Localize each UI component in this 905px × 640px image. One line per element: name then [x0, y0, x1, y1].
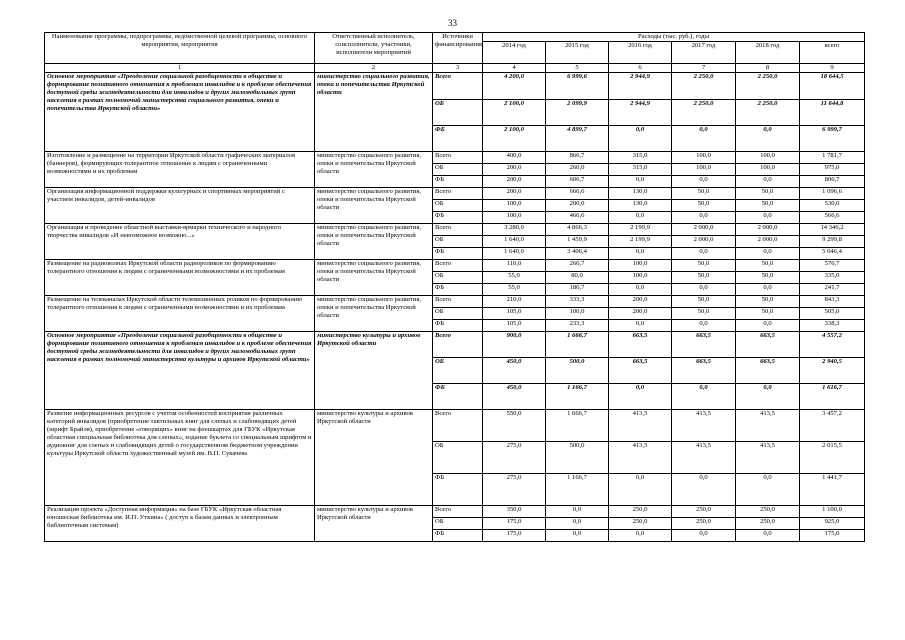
year-value-cell: 1 666,7 — [546, 332, 609, 358]
year-value-cell: 50,0 — [672, 296, 736, 308]
year-value-cell: 1 666,7 — [546, 410, 609, 442]
activity-name-cell: Организация информационной поддержки культурных и спортивных мероприятий с участием инвалидов, детей-инвалидов — [45, 188, 315, 224]
year-value-cell: 0,0 — [736, 126, 800, 152]
funding-source-cell: ФБ — [433, 176, 483, 188]
total-value-cell: 18 644,5 — [800, 73, 865, 100]
executor-cell: министерство социального развития, опеки и попечительства Иркутской области — [315, 152, 433, 188]
year-value-cell: 0,0 — [609, 384, 672, 410]
year-value-cell: 0,0 — [672, 384, 736, 410]
executor-cell: министерство культуры и архивов Иркутской области — [315, 332, 433, 410]
column-number: 4 — [483, 64, 546, 73]
year-value-cell: 200,0 — [483, 188, 546, 200]
funding-source-cell: Всего — [433, 152, 483, 164]
year-value-cell: 0,0 — [672, 212, 736, 224]
total-value-cell: 925,0 — [800, 518, 865, 530]
funding-source-cell: Всего — [433, 224, 483, 236]
year-value-cell: 175,0 — [483, 518, 546, 530]
column-number-row — [45, 64, 865, 73]
executor-cell: министерство культуры и архивов Иркутской области — [315, 506, 433, 542]
year-value-cell: 663,5 — [736, 358, 800, 384]
funding-source-cell: Всего — [433, 188, 483, 200]
year-value-cell: 500,0 — [546, 358, 609, 384]
year-value-cell: 413,5 — [736, 410, 800, 442]
total-value-cell: 1 781,7 — [800, 152, 865, 164]
year-value-cell: 350,0 — [483, 506, 546, 518]
header-exec-cell: Ответственный исполнитель, соисполнители, участники, исполнители мероприятий — [315, 33, 433, 64]
year-value-cell: 100,0 — [609, 260, 672, 272]
activity-name-cell: Изготовление и размещение на территории Иркутской области графических материалов (баннеров), формирующих толерантное отношение к людям с ограниченными возможностями и их проблемам — [45, 152, 315, 188]
year-value-cell: 663,5 — [736, 332, 800, 358]
year-value-cell: 413,5 — [609, 442, 672, 474]
year-value-cell: 3 280,0 — [483, 224, 546, 236]
year-value-cell: 0,0 — [736, 530, 800, 542]
activity-name-cell: Реализация проекта «Доступная информация» на базе ГБУК «Иркутская областная юношеская библиотека им. И.П. Уткина» ( доступ к базам данных и электронным библиотечным системам) — [45, 506, 315, 542]
year-value-cell: 400,0 — [483, 152, 546, 164]
year-value-cell: 315,0 — [609, 164, 672, 176]
year-value-cell: 50,0 — [672, 200, 736, 212]
year-value-cell: 0,0 — [672, 176, 736, 188]
activity-name-cell: Организация и проведение областной выставки-ярмарки технического и народного творчества инвалидов «И невозможное возможно...» — [45, 224, 315, 260]
year-value-cell: 250,0 — [736, 518, 800, 530]
year-value-cell: 0,0 — [736, 176, 800, 188]
funding-source-cell: Всего — [433, 332, 483, 358]
year-value-cell: 130,0 — [609, 188, 672, 200]
year-value-cell: 100,0 — [609, 272, 672, 284]
year-value-cell: 606,7 — [546, 176, 609, 188]
year-value-cell: 0,0 — [736, 212, 800, 224]
total-value-cell: 6 999,7 — [800, 126, 865, 152]
activity-name-cell: Размещение на радиоволнах Иркутской области радиороликов по формированию толерантного отношения к людям с ограниченными возможностями и их проблемам — [45, 260, 315, 296]
year-value-cell: 3 406,4 — [546, 248, 609, 260]
year-value-cell: 105,0 — [483, 320, 546, 332]
year-value-cell: 2 944,9 — [609, 100, 672, 126]
year-value-cell: 130,0 — [609, 200, 672, 212]
year-value-cell: 413,5 — [609, 410, 672, 442]
year-value-cell: 2 099,9 — [546, 100, 609, 126]
activity-name-cell: Основное мероприятие «Преодоление социальной разобщенности в обществе и формирование позитивного отношения к проблемам инвалидов и к проблеме обеспечения доступной среды жизнедеятельности для инвалидов и других маломобильных групп населения в рамках полномочий министерства культуры и архивов Иркутской области» — [45, 332, 315, 410]
table-row — [45, 410, 865, 442]
executor-cell: министерство социального развития, опеки и попечительства Иркутской области — [315, 224, 433, 260]
total-value-cell: 4 557,2 — [800, 332, 865, 358]
year-value-cell: 466,6 — [546, 212, 609, 224]
year-value-cell: 250,0 — [672, 518, 736, 530]
year-value-cell: 0,0 — [736, 384, 800, 410]
header-source-cell: Источники финансирования — [433, 33, 483, 64]
year-value-cell: 2 000,0 — [672, 236, 736, 248]
total-value-cell: 14 346,2 — [800, 224, 865, 236]
year-value-cell: 0,0 — [609, 248, 672, 260]
total-value-cell: 975,0 — [800, 164, 865, 176]
total-value-cell: 338,3 — [800, 320, 865, 332]
year-value-cell: 50,0 — [736, 260, 800, 272]
activity-name-cell: Основное мероприятие «Преодоление социальной разобщенности в обществе и формирование позитивного отношения к проблемам инвалидов и к проблеме обеспечения доступной среды жизнедеятельности для инвалидов и других маломобильных групп населения в рамках полномочий министерства социального развития, опеки и попечительства Иркутской области» — [45, 73, 315, 152]
column-number: 2 — [315, 64, 433, 73]
year-value-cell: 200,0 — [546, 200, 609, 212]
column-number: 3 — [433, 64, 483, 73]
year-value-cell: 1 640,0 — [483, 248, 546, 260]
year-value-cell: 1 459,9 — [546, 236, 609, 248]
funding-source-cell: Всего — [433, 73, 483, 100]
executor-cell: министерство социального развития, опеки и попечительства Иркутской области — [315, 260, 433, 296]
header-year-cell: всего — [800, 42, 865, 64]
year-value-cell: 1 640,0 — [483, 236, 546, 248]
year-value-cell: 900,0 — [483, 332, 546, 358]
column-number: 8 — [736, 64, 800, 73]
year-value-cell: 100,0 — [736, 152, 800, 164]
year-value-cell: 0,0 — [609, 176, 672, 188]
year-value-cell: 55,0 — [483, 284, 546, 296]
column-number: 5 — [546, 64, 609, 73]
year-value-cell: 0,0 — [546, 518, 609, 530]
year-value-cell: 0,0 — [609, 474, 672, 506]
year-value-cell: 250,0 — [609, 518, 672, 530]
year-value-cell: 50,0 — [736, 188, 800, 200]
funding-source-cell: ФБ — [433, 320, 483, 332]
year-value-cell: 663,5 — [672, 358, 736, 384]
year-value-cell: 666,6 — [546, 188, 609, 200]
year-value-cell: 105,0 — [483, 308, 546, 320]
total-value-cell: 505,0 — [800, 308, 865, 320]
year-value-cell: 2 250,0 — [672, 100, 736, 126]
year-value-cell: 1 166,7 — [546, 384, 609, 410]
table-row — [45, 152, 865, 164]
year-value-cell: 50,0 — [736, 296, 800, 308]
year-value-cell: 250,0 — [672, 506, 736, 518]
year-value-cell: 80,0 — [546, 272, 609, 284]
executor-cell: министерство культуры и архивов Иркутской области — [315, 410, 433, 506]
table-row — [45, 332, 865, 358]
year-value-cell: 4 866,3 — [546, 224, 609, 236]
year-value-cell: 4 899,7 — [546, 126, 609, 152]
year-value-cell: 186,7 — [546, 284, 609, 296]
year-value-cell: 0,0 — [736, 248, 800, 260]
funding-source-cell: ФБ — [433, 126, 483, 152]
table-row — [45, 260, 865, 272]
year-value-cell: 0,0 — [672, 320, 736, 332]
year-value-cell: 1 166,7 — [546, 474, 609, 506]
year-value-cell: 50,0 — [672, 308, 736, 320]
year-value-cell: 0,0 — [672, 248, 736, 260]
header-year-cell: 2015 год — [546, 42, 609, 64]
header-year-cell: 2016 год — [609, 42, 672, 64]
year-value-cell: 500,0 — [546, 442, 609, 474]
funding-source-cell: ОБ — [433, 100, 483, 126]
header-expenses-cell: Расходы (тыс. руб.), годы — [483, 33, 865, 42]
year-value-cell: 200,0 — [483, 176, 546, 188]
total-value-cell: 335,0 — [800, 272, 865, 284]
year-value-cell: 315,0 — [609, 152, 672, 164]
year-value-cell: 4 200,0 — [483, 73, 546, 100]
total-value-cell: 3 457,2 — [800, 410, 865, 442]
year-value-cell: 100,0 — [736, 164, 800, 176]
year-value-cell: 413,5 — [672, 442, 736, 474]
year-value-cell: 110,0 — [483, 260, 546, 272]
funding-source-cell: Всего — [433, 296, 483, 308]
page-number: 33 — [448, 18, 457, 28]
header-year-cell: 2018 год — [736, 42, 800, 64]
year-value-cell: 260,0 — [546, 164, 609, 176]
total-value-cell: 1 096,6 — [800, 188, 865, 200]
year-value-cell: 100,0 — [672, 164, 736, 176]
executor-cell: министерство социального развития, опеки и попечительства Иркутской области — [315, 188, 433, 224]
total-value-cell: 2 940,5 — [800, 358, 865, 384]
total-value-cell: 5 046,4 — [800, 248, 865, 260]
year-value-cell: 0,0 — [736, 320, 800, 332]
year-value-cell: 0,0 — [609, 284, 672, 296]
funding-source-cell: Всего — [433, 410, 483, 442]
year-value-cell: 50,0 — [672, 260, 736, 272]
year-value-cell: 200,0 — [483, 164, 546, 176]
executor-cell: министерство социального развития, опеки и попечительства Иркутской области — [315, 296, 433, 332]
year-value-cell: 0,0 — [736, 284, 800, 296]
year-value-cell: 50,0 — [736, 200, 800, 212]
funding-source-cell: ОБ — [433, 164, 483, 176]
year-value-cell: 413,5 — [672, 410, 736, 442]
year-value-cell: 0,0 — [672, 530, 736, 542]
year-value-cell: 100,0 — [483, 212, 546, 224]
year-value-cell: 6 999,6 — [546, 73, 609, 100]
funding-source-cell: ФБ — [433, 248, 483, 260]
year-value-cell: 100,0 — [483, 200, 546, 212]
year-value-cell: 275,0 — [483, 442, 546, 474]
funding-source-cell: ОБ — [433, 272, 483, 284]
funding-source-cell: ОБ — [433, 236, 483, 248]
total-value-cell: 566,6 — [800, 212, 865, 224]
year-value-cell: 450,0 — [483, 358, 546, 384]
year-value-cell: 50,0 — [736, 308, 800, 320]
year-value-cell: 0,0 — [609, 126, 672, 152]
year-value-cell: 663,5 — [672, 332, 736, 358]
year-value-cell: 0,0 — [672, 126, 736, 152]
activity-name-cell: Развитие информационных ресурсов с учетом особенностей восприятия различных категорий инвалидов (приобретение тактильных книг для слепых и слабовидящих детей (шрифт Брайля), приобретение «говорящих» книг на флешкартах для ГБУК «Иркутская областная специальная библиотека для слепых», издание буклета со специальным шрифтом и аудиокниг для слепых и слабовидящих детей о государственном бюджетном учреждении культуры Иркутской области художественный музей им. В.П. Сукачева — [45, 410, 315, 506]
total-value-cell: 241,7 — [800, 284, 865, 296]
total-value-cell: 1 100,0 — [800, 506, 865, 518]
table-row — [45, 224, 865, 236]
funding-source-cell: ОБ — [433, 518, 483, 530]
total-value-cell: 2 015,5 — [800, 442, 865, 474]
year-value-cell: 0,0 — [609, 530, 672, 542]
funding-source-cell: ФБ — [433, 212, 483, 224]
funding-source-cell: Всего — [433, 506, 483, 518]
table-row — [45, 296, 865, 308]
year-value-cell: 0,0 — [609, 320, 672, 332]
executor-cell: министерство социального развития, опеки и попечительства Иркутской области — [315, 73, 433, 152]
year-value-cell: 2 100,0 — [483, 100, 546, 126]
year-value-cell: 100,0 — [672, 152, 736, 164]
funding-source-cell: ОБ — [433, 308, 483, 320]
year-value-cell: 55,0 — [483, 272, 546, 284]
activity-name-cell: Размещение на телеканалах Иркутской области телевизионных роликов по формированию толерантного отношения к людям с ограниченными возможностями и их проблемам — [45, 296, 315, 332]
column-number: 7 — [672, 64, 736, 73]
year-value-cell: 2 944,9 — [609, 73, 672, 100]
year-value-cell: 175,0 — [483, 530, 546, 542]
year-value-cell: 2 199,9 — [609, 236, 672, 248]
header-year-cell: 2017 год — [672, 42, 736, 64]
funding-source-cell: ФБ — [433, 384, 483, 410]
total-value-cell: 1 441,7 — [800, 474, 865, 506]
year-value-cell: 0,0 — [546, 506, 609, 518]
year-value-cell: 50,0 — [672, 188, 736, 200]
header-row — [45, 33, 865, 42]
total-value-cell: 530,0 — [800, 200, 865, 212]
year-value-cell: 200,0 — [609, 296, 672, 308]
year-value-cell: 250,0 — [736, 506, 800, 518]
table-row — [45, 188, 865, 200]
year-value-cell: 2 250,0 — [736, 100, 800, 126]
year-value-cell: 200,0 — [609, 308, 672, 320]
year-value-cell: 50,0 — [672, 272, 736, 284]
year-value-cell: 663,5 — [609, 332, 672, 358]
funding-source-cell: ОБ — [433, 200, 483, 212]
year-value-cell: 233,3 — [546, 320, 609, 332]
year-value-cell: 50,0 — [736, 272, 800, 284]
table-row — [45, 506, 865, 518]
funding-source-cell: ФБ — [433, 284, 483, 296]
year-value-cell: 0,0 — [609, 212, 672, 224]
year-value-cell: 0,0 — [546, 530, 609, 542]
budget-table — [44, 32, 865, 542]
year-value-cell: 450,0 — [483, 384, 546, 410]
year-value-cell: 333,3 — [546, 296, 609, 308]
year-value-cell: 413,5 — [736, 442, 800, 474]
funding-source-cell: ОБ — [433, 442, 483, 474]
year-value-cell: 663,5 — [609, 358, 672, 384]
year-value-cell: 266,7 — [546, 260, 609, 272]
header-name-cell: Наименование программы, подпрограммы, ведомственной целевой программы, основного мероприятия, мероприятия — [45, 33, 315, 64]
header-year-cell: 2014 год — [483, 42, 546, 64]
funding-source-cell: ФБ — [433, 530, 483, 542]
year-value-cell: 550,0 — [483, 410, 546, 442]
column-number: 6 — [609, 64, 672, 73]
year-value-cell: 866,7 — [546, 152, 609, 164]
total-value-cell: 11 644,8 — [800, 100, 865, 126]
funding-source-cell: ФБ — [433, 474, 483, 506]
column-number: 1 — [45, 64, 315, 73]
year-value-cell: 2 250,0 — [736, 73, 800, 100]
total-value-cell: 806,7 — [800, 176, 865, 188]
year-value-cell: 210,0 — [483, 296, 546, 308]
year-value-cell: 2 000,0 — [672, 224, 736, 236]
year-value-cell: 250,0 — [609, 506, 672, 518]
year-value-cell: 0,0 — [672, 284, 736, 296]
year-value-cell: 2 000,0 — [736, 224, 800, 236]
year-value-cell: 2 100,0 — [483, 126, 546, 152]
table-row — [45, 73, 865, 100]
year-value-cell: 2 199,9 — [609, 224, 672, 236]
total-value-cell: 1 616,7 — [800, 384, 865, 410]
year-value-cell: 2 000,0 — [736, 236, 800, 248]
year-value-cell: 275,0 — [483, 474, 546, 506]
year-value-cell: 100,0 — [546, 308, 609, 320]
column-number: 9 — [800, 64, 865, 73]
total-value-cell: 9 299,8 — [800, 236, 865, 248]
year-value-cell: 0,0 — [672, 474, 736, 506]
funding-source-cell: ОБ — [433, 358, 483, 384]
total-value-cell: 175,0 — [800, 530, 865, 542]
total-value-cell: 843,3 — [800, 296, 865, 308]
total-value-cell: 576,7 — [800, 260, 865, 272]
funding-source-cell: Всего — [433, 260, 483, 272]
year-value-cell: 2 250,0 — [672, 73, 736, 100]
year-value-cell: 0,0 — [736, 474, 800, 506]
